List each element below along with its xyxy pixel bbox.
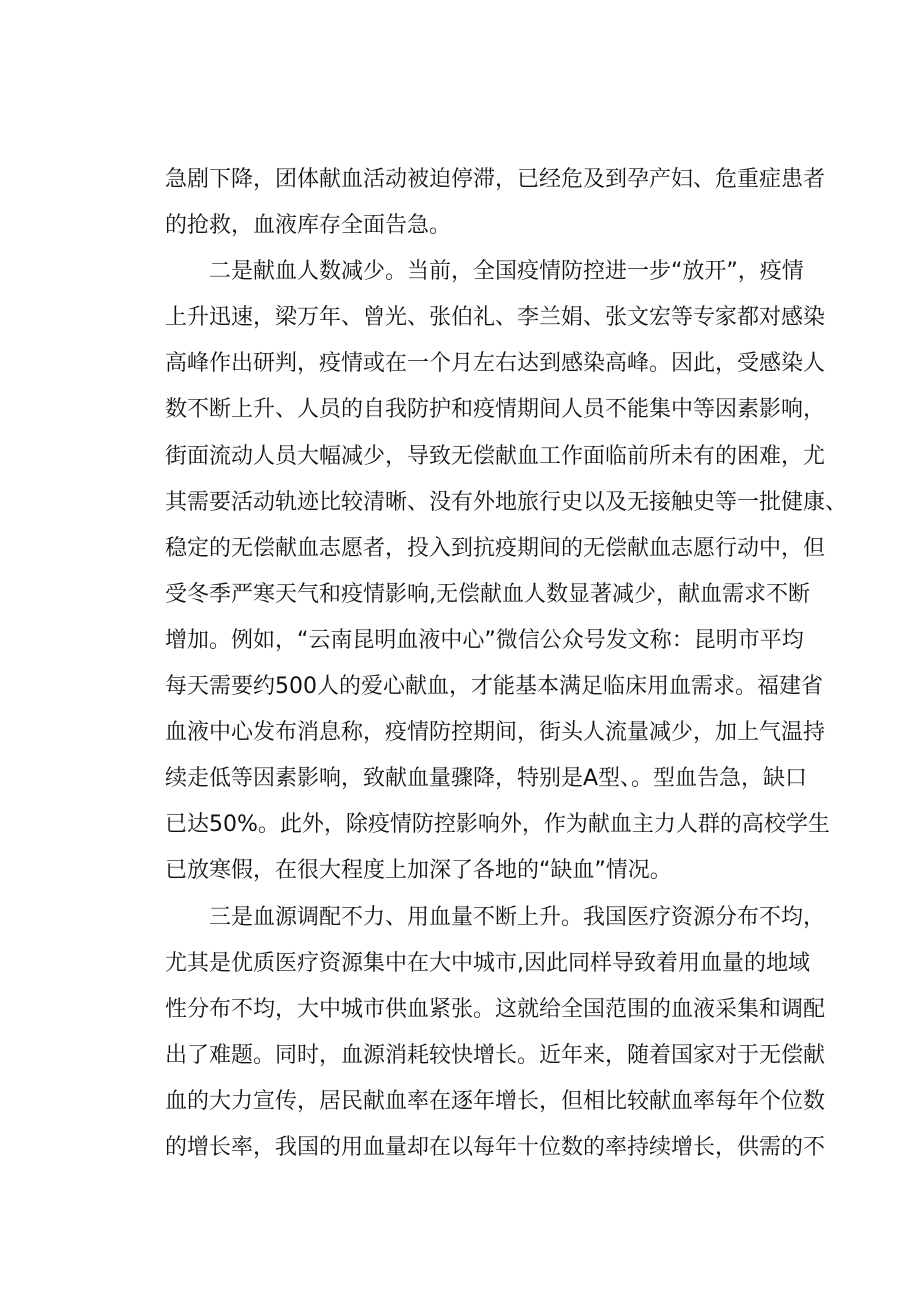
paragraph-2-line: 街面流动人员大幅减少，导致无偿献血工作面临前所未有的困难，尤 bbox=[165, 443, 826, 469]
paragraph-2-line: 高峰作出研判，疫情或在一个月左右达到感染高峰。因此，受感染人 bbox=[165, 351, 826, 377]
paragraph-2-line: 二是献血人数减少。当前，全国疫情防控进一步“放开”，疫情 bbox=[209, 259, 804, 285]
paragraph-3-line: 性分布不均，大中城市供血紧张。这就给全国范围的血液采集和调配 bbox=[165, 996, 826, 1022]
paragraph-3-line: 出了难题。同时，血源消耗较快增长。近年来，随着国家对于无偿献 bbox=[165, 1042, 826, 1068]
paragraph-3-line: 血的大力宣传，居民献血率在逐年增长，但相比较献血率每年个位数 bbox=[165, 1088, 826, 1114]
paragraph-2-line: 血液中心发布消息称，疫情防控期间，街头人流量减少，加上气温持 bbox=[165, 720, 826, 746]
body-text bbox=[165, 157, 848, 1171]
paragraph-1-line: 急剧下降，团体献血活动被迫停滞，已经危及到孕产妇、危重症患者 bbox=[165, 167, 826, 192]
paragraph-2-line: 受冬季严寒天气和疫情影响,无偿献血人数显著减少，献血需求不断 bbox=[165, 581, 810, 607]
paragraph-3-line: 的增长率，我国的用血量却在以每年十位数的率持续增长，供需的不 bbox=[165, 1134, 826, 1160]
paragraph-2-line: 上升迅速，梁万年、曾光、张伯礼、李兰娟、张文宏等专家都对感染 bbox=[165, 305, 826, 331]
paragraph-2-line: 已达50%。此外，除疫情防控影响外，作为献血主力人群的高校学生 bbox=[165, 812, 830, 838]
paragraph-2-line: 续走低等因素影响，致献血量骤降，特别是A型、。型血告急，缺口 bbox=[165, 766, 808, 792]
paragraph-2-line: 增加。例如，“云南昆明血液中心”微信公众号发文称：昆明市平均 bbox=[165, 627, 804, 653]
paragraph-2-line: 数不断上升、人员的自我防护和疫情期间人员不能集中等因素影响， bbox=[165, 397, 826, 423]
paragraph-1-line: 的抢救，血液库存全面告急。 bbox=[165, 213, 452, 239]
paragraph-2-line: 已放寒假，在很大程度上加深了各地的“缺血”情况。 bbox=[165, 858, 672, 884]
paragraph-3-line: 三是血源调配不力、用血量不断上升。我国医疗资源分布不均， bbox=[209, 904, 826, 930]
paragraph-3-line: 尤其是优质医疗资源集中在大中城市,因此同样导致着用血量的地域 bbox=[165, 950, 810, 976]
paragraph-2-line: 稳定的无偿献血志愿者，投入到抗疫期间的无偿献血志愿行动中，但 bbox=[165, 535, 826, 561]
paragraph-2-line: 每天需要约500人的爱心献血，才能基本满足临床用血需求。福建省 bbox=[165, 674, 823, 700]
paragraph-2-line: 其需要活动轨迹比较清晰、没有外地旅行史以及无接触史等一批健康、 bbox=[165, 489, 848, 515]
